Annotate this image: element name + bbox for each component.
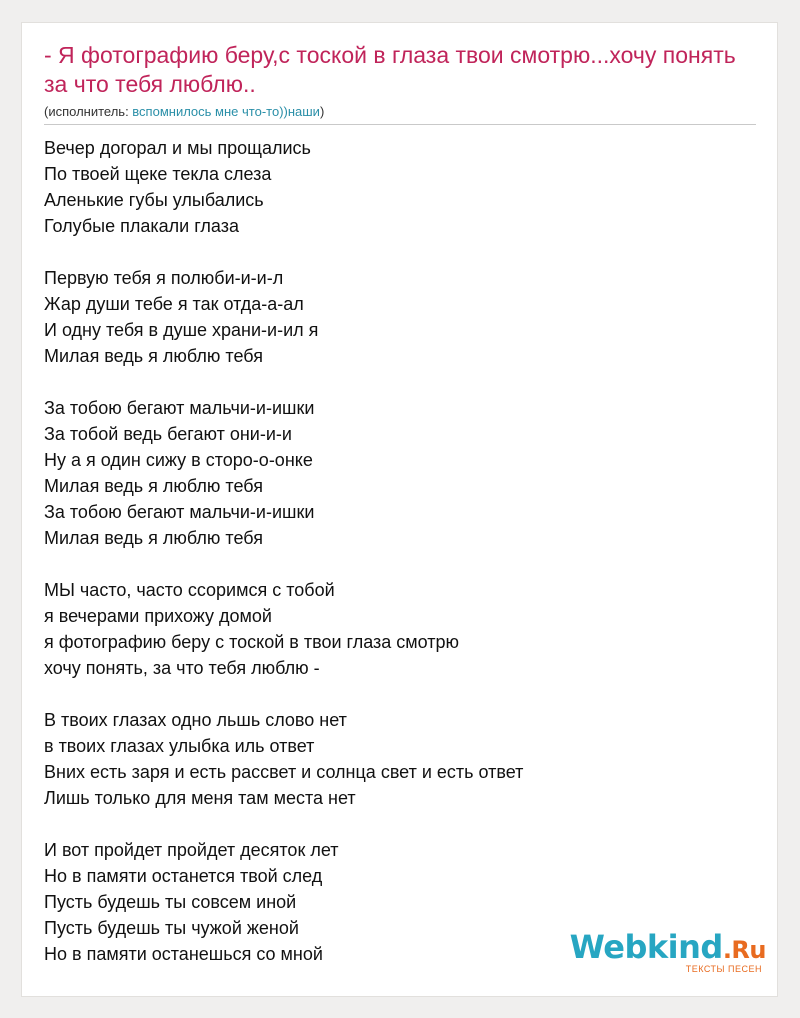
lyric-line: Голубые плакали глаза	[44, 216, 239, 236]
lyric-line: Ну а я один сижу в сторо-о-онке	[44, 450, 313, 470]
song-title: - Я фотографию беру,с тоской в глаза твои смотрю...хочу понять за что тебя люблю..	[44, 42, 736, 97]
stanza	[44, 395, 764, 551]
logo-wordmark	[570, 930, 766, 967]
lyric-line: МЫ часто, часто ссоримся с тобой	[44, 580, 335, 600]
stanza	[44, 707, 764, 811]
lyric-line: Пусть будешь ты чужой женой	[44, 918, 299, 938]
lyric-line: Милая ведь я люблю тебя	[44, 528, 263, 548]
lyric-line: Вних есть заря и есть рассвет и солнца свет и есть ответ	[44, 762, 524, 782]
lyric-line: Первую тебя я полюби-и-и-л	[44, 268, 284, 288]
logo-tld: .Ru	[722, 936, 766, 964]
lyric-line: я фотографию беру с тоской в твои глаза смотрю	[44, 632, 460, 652]
lyric-line: И одну тебя в душе храни-и-ил я	[44, 320, 319, 340]
stanza	[44, 577, 764, 681]
lyric-line: Но в памяти останешься со мной	[44, 944, 323, 964]
artist-line	[44, 104, 324, 119]
artist-suffix: )	[319, 104, 325, 119]
lyric-line: За тобою бегают мальчи-и-ишки	[44, 398, 315, 418]
lyric-line: Пусть будешь ты совсем иной	[44, 892, 297, 912]
stanza	[44, 135, 764, 239]
lyric-line: В твоих глазах одно льшь слово нет	[44, 710, 347, 730]
lyrics-body	[44, 135, 764, 967]
lyric-line: Вечер догорал и мы прощались	[44, 138, 311, 158]
artist-link[interactable]: вспомнилось мне что-то))наши	[132, 104, 320, 119]
lyric-line: я вечерами прихожу домой	[44, 606, 272, 626]
logo-name: Webkind	[569, 928, 723, 966]
lyric-line: хочу понять, за что тебя люблю -	[44, 658, 320, 678]
lyric-line: Но в памяти останется твой след	[44, 866, 323, 886]
lyrics-card	[21, 22, 778, 997]
stanza	[44, 265, 764, 369]
logo-tagline: ТЕКСТЫ ПЕСЕН	[685, 964, 762, 974]
lyric-line: По твоей щеке текла слеза	[44, 164, 272, 184]
artist-prefix: (исполнитель:	[44, 104, 133, 119]
webkind-logo[interactable]	[570, 930, 766, 974]
lyric-line: Лишь только для меня там места нет	[44, 788, 356, 808]
lyric-line: Жар души тебе я так отда-а-ал	[44, 294, 304, 314]
divider	[44, 124, 756, 125]
lyric-line: Аленькие губы улыбались	[44, 190, 264, 210]
lyric-line: Милая ведь я люблю тебя	[44, 346, 263, 366]
lyric-line: За тобой ведь бегают они-и-и	[44, 424, 292, 444]
lyric-line: Милая ведь я люблю тебя	[44, 476, 263, 496]
lyric-line: За тобою бегают мальчи-и-ишки	[44, 502, 315, 522]
lyric-line: И вот пройдет пройдет десяток лет	[44, 840, 339, 860]
lyric-line: в твоих глазах улыбка иль ответ	[44, 736, 315, 756]
